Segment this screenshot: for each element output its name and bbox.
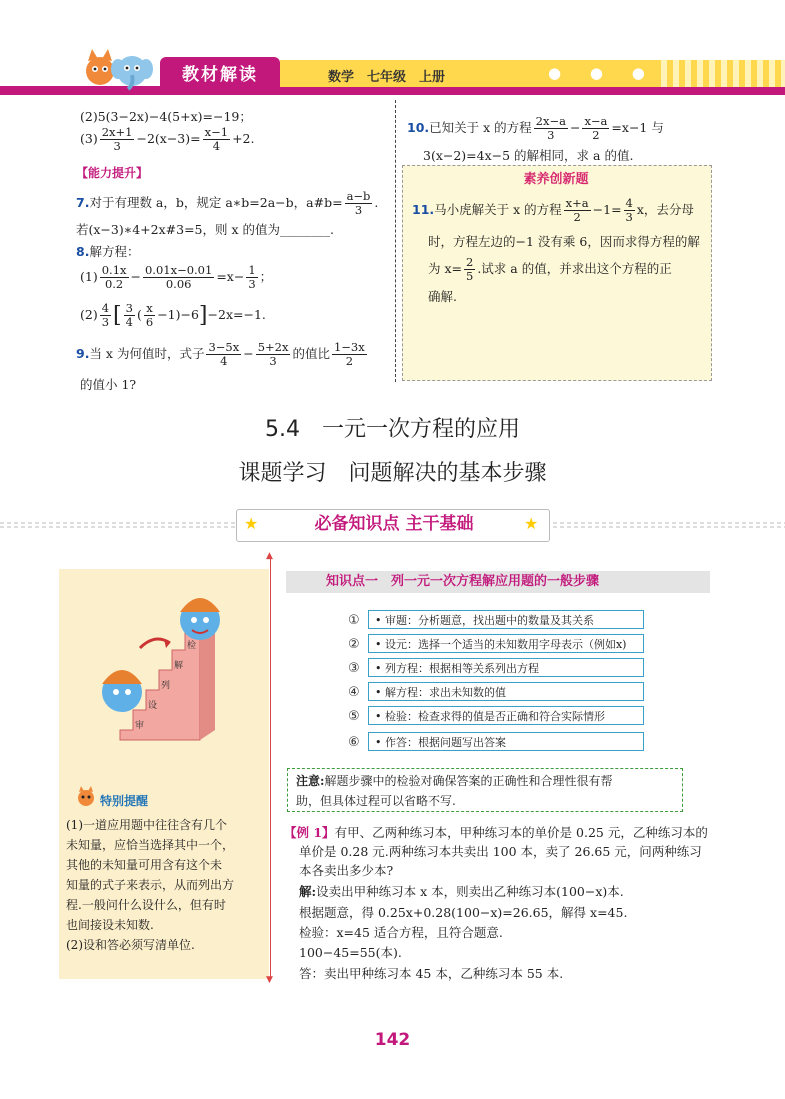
fraction-denominator: 3 [101, 315, 110, 329]
problem-11-line-2: 时，方程左边的−1 没有乘 6，因而求得方程的解 [428, 234, 700, 249]
fraction-numerator: 3−5x [208, 340, 240, 354]
page-number: 142 [374, 1030, 411, 1050]
fraction-numerator: 1−3x [333, 340, 365, 354]
fraction-denominator: 0.06 [165, 277, 192, 291]
problem-item-3 [80, 126, 254, 153]
column-divider [395, 100, 396, 382]
svg-text:列: 列 [161, 681, 171, 691]
fraction-numerator: x−a [584, 114, 608, 128]
fraction-numerator: 4 [625, 196, 633, 210]
subject-line: 数学 七年级 上册 [328, 70, 446, 85]
fraction [246, 264, 257, 291]
problem-8-item-2b [80, 302, 266, 329]
problem-number: 7. [76, 195, 90, 210]
fraction [582, 115, 609, 142]
step-box: • 作答：根据问题写出答案 [368, 732, 644, 751]
fraction [206, 341, 241, 368]
star-icon: ★ [244, 514, 259, 533]
tip-line: 其他的未知量可用含有这个未 [66, 858, 223, 872]
problem-10 [407, 115, 664, 142]
problem-8-item-1 [80, 264, 272, 291]
problem-8-text: 解方程： [89, 244, 140, 259]
fraction [100, 264, 129, 291]
equation-inner: −1)−6 [157, 307, 199, 322]
step-number: ⑥ [348, 735, 360, 750]
example-1-line-1 [284, 823, 708, 842]
tip-line: 知量的式子来表示，从而列出方 [66, 878, 235, 892]
fraction-denominator: 3 [547, 128, 555, 142]
star-icon: ★ [524, 514, 539, 533]
problem-7-text: 对于有理数 a，b，规定 a∗b=2a−b，a#b= [89, 195, 343, 210]
header-stripes [655, 60, 785, 87]
problem-number: 9. [76, 346, 90, 361]
step-box: • 设元：选择一个适当的未知数用字母表示（例如x) [368, 634, 644, 653]
solution-line-4: 100−45=55(本). [299, 945, 402, 960]
fraction-denominator: 3 [269, 354, 277, 368]
fraction [100, 126, 135, 153]
operator: − [569, 120, 581, 135]
item-3-suffix: +2. [232, 131, 255, 146]
fraction-numerator: x+a [565, 196, 589, 210]
note-label: 注意: [296, 774, 325, 788]
reminder-mascot-icon [74, 786, 98, 808]
equation-end: −2x=−1. [207, 307, 266, 322]
tip-title: 特别提醒 [100, 794, 149, 808]
fraction-numerator: 5+2x [257, 340, 289, 354]
fraction-numerator: 3 [125, 301, 133, 315]
problem-7-line-2: 若(x−3)∗4+2x#3=5，则 x 的值为________. [76, 222, 334, 237]
fraction-numerator: a−b [346, 189, 371, 203]
problem-10-text: 已知关于 x 的方程 [429, 120, 532, 135]
step-box: • 检验：检查求得的值是否正确和符合实际情形 [368, 706, 644, 725]
problem-11-text-end: .试求 a 的值，并求出这个方程的正 [477, 261, 672, 276]
problem-9-middle: 的值比 [292, 346, 330, 361]
fraction [345, 190, 373, 217]
example-label: 【例 1】 [284, 825, 335, 840]
problem-11-text: 马小虎解关于 x 的方程 [434, 202, 562, 217]
fraction-numerator: x−1 [204, 125, 229, 139]
fraction-denominator: 2 [573, 210, 581, 224]
fraction-numerator: 1 [248, 263, 256, 277]
fraction [203, 126, 230, 153]
problem-11 [412, 197, 694, 224]
vertical-rule [270, 555, 271, 980]
bracket-open: [ [113, 303, 122, 328]
fraction [464, 256, 475, 283]
fraction [332, 341, 367, 368]
fraction-numerator: 2x+1 [101, 125, 133, 139]
tip-line: 未知量，应恰当选择其中一个， [66, 838, 235, 852]
fraction-denominator: 3 [113, 139, 121, 153]
example-1-line-2: 单价是 0.28 元.两种练习本共卖出 100 本，卖了 26.65 元，问两种练习 [299, 844, 702, 859]
step-number: ① [348, 613, 360, 628]
solution-line-5: 答：卖出甲种练习本 45 本，乙种练习本 55 本. [299, 966, 564, 981]
fraction-numerator: 2x−a [535, 114, 566, 128]
arrow-down-icon: ▼ [266, 975, 273, 985]
bracket-close: ] [198, 303, 208, 328]
tip-line: 也间接设未知数. [66, 918, 154, 932]
fraction-denominator: 2 [592, 128, 600, 142]
note-text: 助，但具体过程可以省略不写. [296, 794, 456, 808]
fraction-numerator: 4 [101, 301, 110, 315]
fraction [624, 197, 635, 224]
problem-11-text-end: x，去分母 [636, 202, 694, 217]
fraction [143, 264, 214, 291]
item-prefix: (2) [80, 307, 98, 322]
problem-number: 11. [412, 202, 435, 217]
svg-text:检: 检 [187, 641, 197, 651]
equation-end: ； [259, 269, 273, 284]
step-number: ⑤ [348, 709, 360, 724]
solution-label: 解: [299, 884, 317, 899]
fraction-denominator: 4 [212, 139, 221, 153]
fraction-denominator: 0.2 [104, 277, 124, 291]
band-title: 必备知识点 主干基础 [314, 514, 474, 534]
arrow-up-icon: ▲ [266, 551, 273, 561]
fraction [144, 302, 155, 329]
knowledge-point-title: 知识点一 列一元一次方程解应用题的一般步骤 [286, 571, 710, 593]
header-dots: ● ● ● [548, 64, 657, 82]
fraction-numerator: x [144, 302, 155, 316]
problem-8-item-2: (2)5(3−2x)−4(5+x)=−19； [80, 109, 252, 124]
problem-9-text: 当 x 为何值时，式子 [89, 346, 205, 361]
item-3-prefix: (3) [80, 131, 98, 146]
fraction [534, 115, 568, 142]
tip-line: 程.一般问什么设什么，但有时 [66, 898, 226, 912]
fraction [100, 302, 111, 329]
problem-10-text-end: =x−1 与 [611, 120, 664, 135]
operator: − [243, 346, 254, 361]
step-number: ③ [348, 661, 360, 676]
paren-open: ( [136, 307, 142, 322]
tip-text [66, 815, 266, 955]
example-text: 有甲、乙两种练习本，甲种练习本的单价是 0.25 元，乙种练习本的 [334, 825, 708, 840]
fraction-denominator: 4 [125, 315, 133, 329]
fraction-numerator: 0.01x−0.01 [144, 263, 213, 277]
problem-11-line-3 [428, 256, 672, 283]
step-box: • 审题：分析题意，找出题中的数量及其关系 [368, 610, 644, 629]
problem-9 [76, 341, 369, 368]
step-box: • 列方程：根据相等关系列出方程 [368, 658, 644, 677]
problem-7-end: . [374, 195, 379, 210]
fraction-denominator: 4 [220, 354, 228, 368]
fraction-numerator: 0.1x [101, 263, 127, 277]
tip-line: (2)设和答必须写清单位. [66, 938, 195, 952]
problem-11-line-4: 确解. [428, 289, 457, 304]
fraction [256, 341, 291, 368]
problem-7 [76, 190, 378, 217]
fraction-denominator: 3 [354, 203, 363, 217]
fraction-numerator: 2 [466, 255, 474, 269]
note-text: 解题步骤中的检验对确保答案的正确性和合理性很有帮 [324, 774, 613, 788]
svg-text:设: 设 [148, 701, 158, 711]
solution-text: 设卖出甲种练习本 x 本，则卖出乙种练习本(100−x)本. [316, 884, 624, 899]
mascot-icon [78, 47, 158, 91]
problem-11-text: 为 x= [428, 261, 462, 276]
fraction-denominator: 2 [345, 354, 354, 368]
tip-line: (1)一道应用题中往往含有几个 [66, 818, 227, 832]
note-box [287, 768, 683, 812]
svg-text:审: 审 [135, 721, 145, 731]
ability-section-label: 【能力提升】 [76, 166, 149, 180]
fraction-denominator: 6 [145, 315, 154, 329]
equation-middle: =x− [216, 269, 245, 284]
book-title: 教材解读 [160, 57, 280, 87]
problem-number: 8. [76, 244, 90, 259]
step-number: ② [348, 637, 360, 652]
step-number: ④ [348, 685, 360, 700]
item-prefix: (1) [80, 269, 98, 284]
item-3-middle: −2(x−3)= [136, 131, 201, 146]
svg-text:解: 解 [174, 661, 184, 671]
equation-middle: −1= [592, 202, 622, 217]
example-1-line-3: 本各卖出多少本? [299, 863, 394, 878]
section-subheading: 课题学习 问题解决的基本步骤 [238, 461, 547, 486]
fraction-denominator: 3 [625, 210, 633, 224]
problem-number: 10. [407, 120, 430, 135]
solution-line-2: 根据题意，得 0.25x+0.28(100−x)=26.65，解得 x=45. [299, 905, 628, 920]
operator: − [130, 269, 141, 284]
fraction-denominator: 5 [466, 269, 474, 283]
step-box: • 解方程：求出未知数的值 [368, 682, 644, 701]
problem-10-line-2: 3(x−2)=4x−5 的解相同，求 a 的值. [423, 148, 634, 163]
fraction [124, 302, 135, 329]
solution-line-3: 检验：x=45 适合方程，且符合题意. [299, 925, 503, 940]
problem-8-title [76, 243, 139, 260]
innovation-title: 素养创新题 [523, 172, 589, 187]
fraction [564, 197, 591, 224]
solution-line-1 [299, 882, 624, 901]
staircase-illustration [80, 590, 250, 770]
problem-9-line-2: 的值小 1? [80, 377, 137, 392]
fraction-denominator: 3 [248, 277, 256, 291]
section-heading: 5.4 一元一次方程的应用 [265, 417, 520, 442]
